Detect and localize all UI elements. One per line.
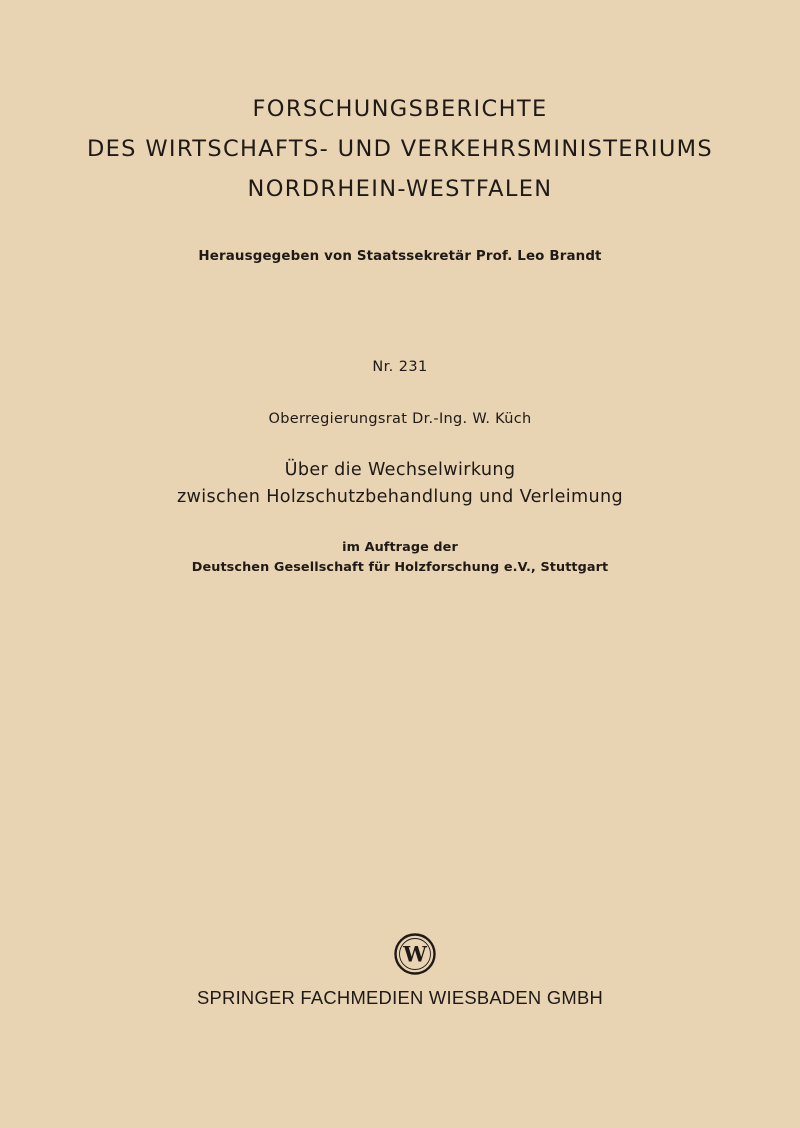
author: Oberregierungsrat Dr.-Ing. W. Küch [268,411,532,427]
series-title-line-2: DES WIRTSCHAFTS- UND VERKEHRSMINISTERIUMS [86,136,714,162]
series-title-line-3: NORDRHEIN-WESTFALEN [247,176,553,202]
issue-number: Nr. 231 [372,359,428,375]
commission-line-2: Deutschen Gesellschaft für Holzforschung e.V., Stuttgart [191,560,609,575]
editor-line: Herausgegeben von Staatssekretär Prof. Leo Brandt [198,249,602,264]
publisher: SPRINGER FACHMEDIEN WIESBADEN GMBH [197,987,603,1008]
commission-line-1: im Auftrage der [342,540,458,555]
svg-text:W: W [403,941,427,967]
book-title-line-2: zwischen Holzschutzbehandlung und Verleimung [176,487,624,507]
book-title-line-1: Über die Wechselwirkung [284,460,516,480]
series-title-line-1: FORSCHUNGSBERICHTE [252,96,548,122]
springer-vieweg-logo-icon [393,932,437,976]
